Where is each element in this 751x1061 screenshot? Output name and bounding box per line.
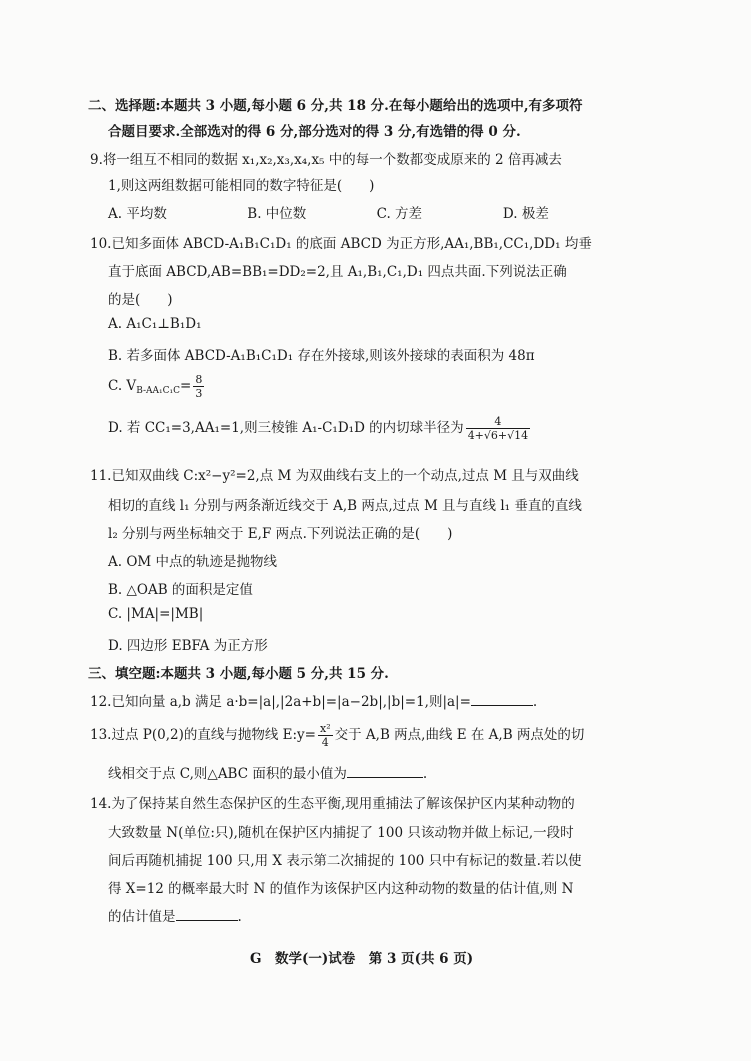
q11-line2: 相切的直线 l₁ 分别与两条渐近线交于 A,B 两点,过点 M 且与直线 l₁ 垂直的直线 <box>108 498 582 514</box>
q10-option-c <box>108 373 206 400</box>
q9-line1: 9.将一组互不相同的数据 x₁,x₂,x₃,x₄,x₅ 中的每一个数都变成原来的 2 倍再减去 <box>90 152 562 168</box>
q14-line2: 大致数量 N(单位:只),随机在保护区内捕捉了 100 只该动物并做上标记,一段时 <box>108 825 574 841</box>
q9-option-d: D. 极差 <box>502 206 549 222</box>
q10-line1: 10.已知多面体 ABCD-A₁B₁C₁D₁ 的底面 ABCD 为正方形,AA₁,BB₁,CC₁,DD₁ 均垂 <box>90 236 592 252</box>
q11-line3: l₂ 分别与两坐标轴交于 E,F 两点.下列说法正确的是( ) <box>108 526 453 542</box>
q10-option-d <box>108 415 532 442</box>
q13-answer-blank[interactable] <box>347 765 423 778</box>
q14-line5-text: 的估计值是 <box>108 909 176 925</box>
page-footer: G 数学(一)试卷 第 3 页(共 6 页) <box>250 951 474 967</box>
q14-line5 <box>108 905 242 925</box>
section2-header-line1: 二、选择题:本题共 3 小题,每小题 6 分,共 18 分.在每小题给出的选项中,有多项符 <box>88 98 583 114</box>
q14-line4: 得 X=12 的概率最大时 N 的值作为该保护区内这种动物的数量的估计值,则 N <box>108 881 574 897</box>
q10-option-c-fraction <box>193 373 204 400</box>
q13-prefix: 13.过点 P(0,2)的直线与抛物线 E:y= <box>90 727 316 743</box>
q11-option-d: D. 四边形 EBFA 为正方形 <box>108 638 268 654</box>
q9-option-c: C. 方差 <box>376 206 423 222</box>
q10-option-d-num: 4 <box>466 415 530 429</box>
q10-option-d-fraction <box>466 415 530 442</box>
q10-line2: 直于底面 ABCD,AB=BB₁=DD₂=2,且 A₁,B₁,C₁,D₁ 四点共面.下列说法正确 <box>108 264 567 280</box>
q12-line <box>90 690 537 710</box>
q12-text: 12.已知向量 a,b 满足 a·b=|a|,|2a+b|=|a−2b|,|b|=1,则|a|= <box>90 694 471 710</box>
q13-frac-num: x² <box>319 722 331 735</box>
q10-option-d-prefix: D. 若 CC₁=3,AA₁=1,则三棱锥 A₁-C₁D₁D 的内切球半径为 <box>108 420 464 436</box>
q14-line1: 14.为了保持某自然生态保护区的生态平衡,现用重捕法了解该保护区内某种动物的 <box>90 796 575 812</box>
q9-options <box>108 202 549 222</box>
q10-option-c-den: 3 <box>195 387 203 400</box>
q10-option-c-eq: = <box>180 378 192 394</box>
q9-option-a: A. 平均数 <box>108 206 167 222</box>
q13-end: . <box>422 766 428 782</box>
section2-header-line2: 合题目要求.全部选对的得 6 分,部分选对的得 3 分,有选错的得 0 分. <box>108 124 521 140</box>
q10-line3: 的是( ) <box>108 292 173 308</box>
q13-fraction <box>318 722 333 749</box>
q11-option-c: C. |MA|=|MB| <box>108 606 204 622</box>
q11-line1: 11.已知双曲线 C:x²−y²=2,点 M 为双曲线右支上的一个动点,过点 M 且与双曲线 <box>90 468 579 484</box>
q10-option-b: B. 若多面体 ABCD-A₁B₁C₁D₁ 存在外接球,则该外接球的表面积为 48π <box>108 348 535 364</box>
q10-option-c-num: 8 <box>195 373 203 386</box>
q9-line2: 1,则这两组数据可能相同的数字特征是( ) <box>108 178 375 194</box>
q13-frac-den: 4 <box>321 736 329 749</box>
q12-end: . <box>532 694 538 710</box>
q13-suffix: 交于 A,B 两点,曲线 E 在 A,B 两点处的切 <box>334 727 585 743</box>
q13-line2-text: 线相交于点 C,则△ABC 面积的最小值为 <box>108 766 347 782</box>
section3-header: 三、填空题:本题共 3 小题,每小题 5 分,共 15 分. <box>88 666 389 682</box>
q10-option-a: A. A₁C₁⊥B₁D₁ <box>108 316 202 332</box>
q10-option-c-prefix: C. V <box>108 378 137 394</box>
q14-end: . <box>237 909 242 925</box>
q11-option-b: B. △OAB 的面积是定值 <box>108 582 253 598</box>
q11-option-a: A. OM 中点的轨迹是抛物线 <box>108 554 278 570</box>
q12-answer-blank[interactable] <box>471 693 533 706</box>
q14-line3: 间后再随机捕捉 100 只,用 X 表示第二次捕捉的 100 只中有标记的数量.若以使 <box>108 853 582 869</box>
q14-answer-blank[interactable] <box>176 908 238 921</box>
q10-option-d-den: 4+√6+√14 <box>467 429 529 442</box>
q9-option-b: B. 中位数 <box>247 206 307 222</box>
q13-line1 <box>90 722 584 749</box>
q13-line2 <box>108 762 427 782</box>
q10-option-c-sub: B-AA₁C₁C <box>136 386 180 396</box>
